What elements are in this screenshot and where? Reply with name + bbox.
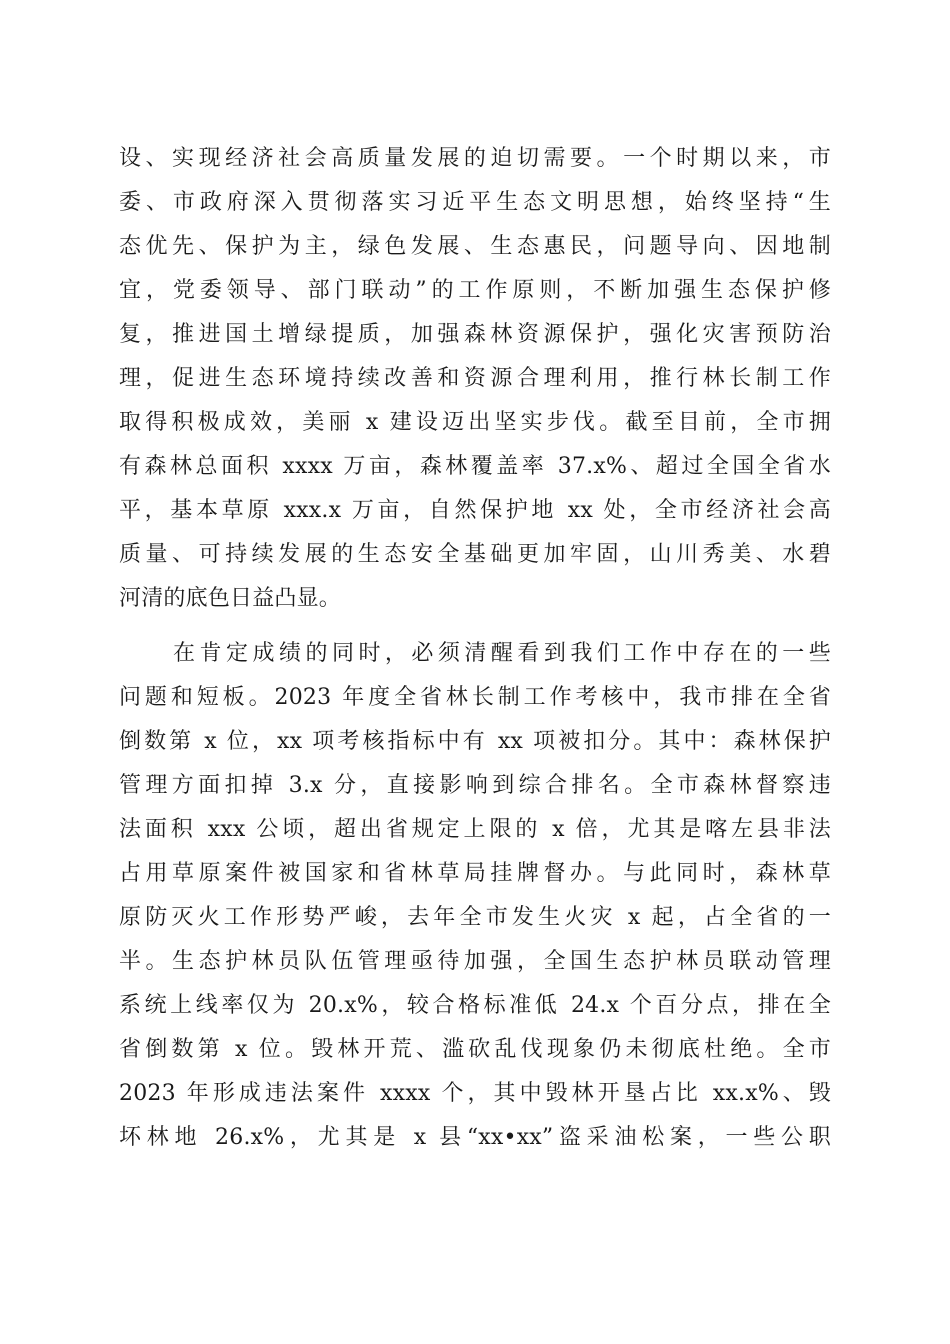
paragraph-1-line-11: 河清的底色日益凸显。 (119, 586, 342, 611)
paragraph-2-line-2: 问题和短板。2023 年度全省林长制工作考核中，我市排在全省 (119, 685, 831, 710)
paragraph-2-line-4: 管理方面扣掉 3.x 分，直接影响到综合排名。全市森林督察违 (119, 773, 831, 798)
paragraph-2-line-8: 半。生态护林员队伍管理亟待加强，全国生态护林员联动管理 (119, 949, 831, 974)
paragraph-1-line-10: 质量、可持续发展的生态安全基础更加牢固，山川秀美、水碧 (119, 542, 831, 567)
paragraph-1-line-7: 取得积极成效，美丽 x 建设迈出坚实步伐。截至目前，全市拥 (119, 410, 831, 435)
paragraph-2-line-11: 2023 年形成违法案件 xxxx 个，其中毁林开垦占比 xx.x%、毁 (119, 1081, 831, 1106)
paragraph-2-line-1: 在肯定成绩的同时，必须清醒看到我们工作中存在的一些 (173, 641, 831, 666)
paragraph-2-line-3: 倒数第 x 位，xx 项考核指标中有 xx 项被扣分。其中：森林保护 (119, 729, 831, 754)
paragraph-2-line-10: 省倒数第 x 位。毁林开荒、滥砍乱伐现象仍未彻底杜绝。全市 (119, 1037, 831, 1062)
paragraph-1-line-1: 设、实现经济社会高质量发展的迫切需要。一个时期以来，市 (119, 146, 831, 171)
paragraph-2-line-5: 法面积 xxx 公顷，超出省规定上限的 x 倍，尤其是喀左县非法 (119, 817, 831, 842)
paragraph-2-line-12: 坏林地 26.x%，尤其是 x 县“xx•xx”盗采油松案，一些公职 (119, 1125, 831, 1150)
paragraph-1-line-8: 有森林总面积 xxxx 万亩，森林覆盖率 37.x%、超过全国全省水 (119, 454, 831, 479)
paragraph-2-line-7: 原防灭火工作形势严峻，去年全市发生火灾 x 起，占全省的一 (119, 905, 831, 930)
paragraph-2-line-6: 占用草原案件被国家和省林草局挂牌督办。与此同时，森林草 (119, 861, 831, 886)
paragraph-1-line-4: 宜，党委领导、部门联动”的工作原则，不断加强生态保护修 (119, 278, 831, 303)
paragraph-1-line-2: 委、市政府深入贯彻落实习近平生态文明思想，始终坚持“生 (119, 190, 831, 215)
paragraph-1-line-9: 平，基本草原 xxx.x 万亩，自然保护地 xx 处，全市经济社会高 (119, 498, 831, 523)
paragraph-2-line-9: 系统上线率仅为 20.x%，较合格标准低 24.x 个百分点，排在全 (119, 993, 831, 1018)
paragraph-1-line-5: 复，推进国土增绿提质，加强森林资源保护，强化灾害预防治 (119, 322, 831, 347)
paragraph-1-line-6: 理，促进生态环境持续改善和资源合理利用，推行林长制工作 (119, 366, 831, 391)
paragraph-1-line-3: 态优先、保护为主，绿色发展、生态惠民，问题导向、因地制 (119, 234, 831, 259)
